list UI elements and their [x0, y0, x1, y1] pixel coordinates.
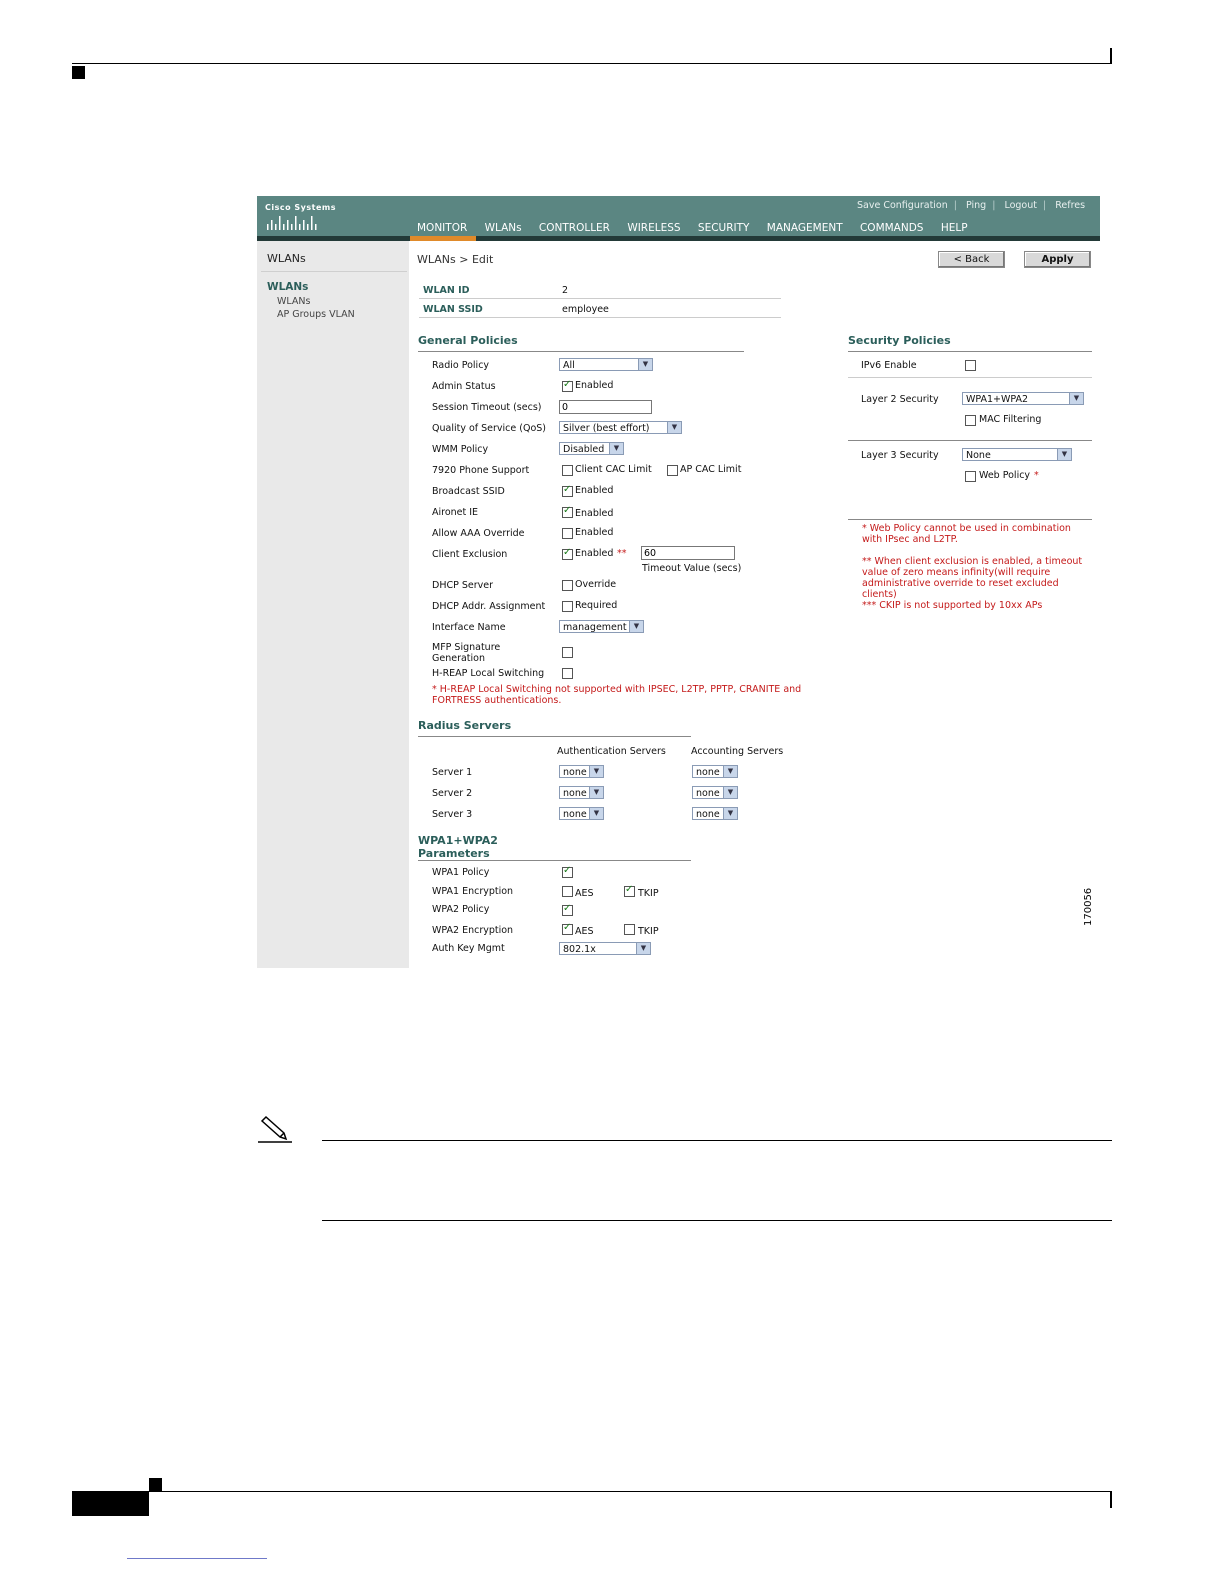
security-note-6: clients) — [862, 589, 897, 600]
server-1-auth-select[interactable] — [559, 765, 604, 778]
security-note-2: with IPsec and L2TP. — [862, 534, 958, 545]
nav-security[interactable]: SECURITY — [697, 222, 750, 234]
wpa2-aes-text: AES — [575, 926, 594, 937]
row-divider — [419, 317, 781, 318]
link-separator: | — [1042, 200, 1047, 211]
dhcp-override-checkbox[interactable] — [562, 580, 573, 591]
hreap-note-line1: * H-REAP Local Switching not supported with IPSEC, L2TP, PPTP, CRANITE and — [432, 684, 802, 695]
server-1-acct-value: none — [696, 767, 720, 778]
aironet-ie-label: Aironet IE — [432, 507, 479, 518]
radio-policy-select[interactable] — [559, 358, 653, 371]
nav-management[interactable]: MANAGEMENT — [766, 222, 843, 234]
chevron-down-icon: ▼ — [589, 787, 603, 798]
radius-servers-title: Radius Servers — [418, 719, 512, 732]
wpa2-encryption-label: WPA2 Encryption — [432, 925, 514, 936]
header-tick — [1110, 48, 1112, 64]
client-cac-text: Client CAC Limit — [575, 464, 652, 475]
client-cac-checkbox[interactable] — [562, 465, 573, 476]
ap-cac-checkbox[interactable] — [667, 465, 678, 476]
nav-controller[interactable]: CONTROLLER — [538, 222, 610, 234]
nav-wlans[interactable]: WLANs — [484, 222, 522, 234]
auth-key-mgmt-label: Auth Key Mgmt — [432, 943, 505, 954]
wpa2-aes-checkbox[interactable] — [562, 924, 573, 935]
server-2-label: Server 2 — [432, 788, 473, 799]
chevron-down-icon: ▼ — [636, 943, 650, 954]
hreap-note-line2: FORTRESS authentications. — [432, 695, 562, 706]
layer3-security-label: Layer 3 Security — [861, 450, 939, 461]
chevron-down-icon: ▼ — [1069, 393, 1083, 404]
admin-status-checkbox[interactable] — [562, 381, 573, 392]
footer-rule — [72, 1491, 1112, 1492]
sidebar-item-ap-groups-vlan[interactable]: AP Groups VLAN — [277, 309, 355, 320]
link-separator: | — [953, 200, 957, 211]
section-rule — [418, 736, 691, 737]
cisco-logo-icon — [265, 214, 323, 230]
wpa1-policy-checkbox[interactable] — [562, 867, 573, 878]
sidebar-divider — [261, 271, 407, 272]
wpa-title-line2: Parameters — [418, 847, 490, 860]
dhcp-assignment-label: DHCP Addr. Assignment — [432, 601, 546, 612]
top-links — [857, 200, 1091, 211]
exclusion-timeout-input[interactable]: 60 — [641, 546, 735, 560]
footer-page-block — [72, 1492, 149, 1516]
wlan-ssid-label: WLAN SSID — [423, 304, 483, 315]
server-1-acct-select[interactable] — [692, 765, 738, 778]
mfp-checkbox[interactable] — [562, 647, 573, 658]
server-3-label: Server 3 — [432, 809, 473, 820]
nav-help[interactable]: HELP — [940, 222, 968, 234]
mac-filtering-text: MAC Filtering — [979, 414, 1042, 425]
ping-link[interactable]: Ping — [966, 200, 987, 211]
sidebar — [257, 241, 409, 968]
server-1-label: Server 1 — [432, 767, 473, 778]
web-policy-footnote-mark: * — [1034, 470, 1039, 481]
dhcp-server-label: DHCP Server — [432, 580, 493, 591]
chevron-down-icon: ▼ — [723, 808, 737, 819]
client-exclusion-label: Client Exclusion — [432, 549, 508, 560]
chevron-down-icon: ▼ — [589, 808, 603, 819]
section-rule — [848, 377, 1092, 378]
wpa2-policy-checkbox[interactable] — [562, 905, 573, 916]
admin-status-text: Enabled — [575, 380, 614, 391]
wpa1-aes-checkbox[interactable] — [562, 886, 573, 897]
wpa1-encryption-label: WPA1 Encryption — [432, 886, 514, 897]
aironet-ie-checkbox[interactable] — [562, 507, 573, 518]
footer-tick — [1110, 1492, 1112, 1508]
interface-name-value: management — [563, 622, 627, 633]
radio-policy-label: Radio Policy — [432, 360, 490, 371]
qos-select[interactable] — [559, 421, 682, 434]
layer2-security-label: Layer 2 Security — [861, 394, 939, 405]
section-rule — [848, 519, 1092, 520]
section-rule — [848, 440, 1092, 441]
wlan-edit-screenshot — [257, 196, 1100, 968]
nav-commands[interactable]: COMMANDS — [859, 222, 924, 234]
active-nav-indicator — [410, 236, 476, 241]
security-note-5: administrative override to reset excluded — [862, 578, 1059, 589]
security-note-3: ** When client exclusion is enabled, a timeout — [862, 556, 1083, 567]
server-2-auth-select[interactable] — [559, 786, 604, 799]
broadcast-ssid-checkbox[interactable] — [562, 486, 573, 497]
breadcrumb: WLANs > Edit — [417, 253, 494, 266]
sidebar-group-wlans[interactable]: WLANs — [267, 281, 309, 293]
mfp-signature-label: MFP Signature — [432, 642, 501, 653]
qos-label: Quality of Service (QoS) — [432, 423, 547, 434]
nav-monitor[interactable]: MONITOR — [417, 222, 468, 234]
aironet-ie-text: Enabled — [575, 508, 614, 519]
server-3-auth-select[interactable] — [559, 807, 604, 820]
auth-key-mgmt-value: 802.1x — [563, 944, 596, 955]
session-timeout-label: Session Timeout (secs) — [432, 402, 542, 413]
sidebar-title: WLANs — [267, 252, 306, 265]
refresh-link[interactable]: Refres — [1055, 200, 1086, 211]
header-marker — [72, 66, 85, 79]
link-separator: | — [992, 200, 996, 211]
wmm-policy-select[interactable] — [559, 442, 624, 455]
security-note-4: value of zero means infinity(will require — [862, 567, 1051, 578]
main-nav — [417, 222, 982, 234]
security-policies-title: Security Policies — [848, 334, 951, 347]
wpa-title-line1: WPA1+WPA2 — [418, 834, 498, 847]
aaa-override-checkbox[interactable] — [562, 528, 573, 539]
ap-cac-text: AP CAC Limit — [680, 464, 742, 475]
admin-status-label: Admin Status — [432, 381, 496, 392]
security-note-1: * Web Policy cannot be used in combination — [862, 523, 1071, 534]
qos-value: Silver (best effort) — [563, 423, 650, 434]
security-note-7: *** CKIP is not supported by 10xx APs — [862, 600, 1043, 611]
mac-filtering-checkbox[interactable] — [965, 415, 976, 426]
wpa1-aes-text: AES — [575, 888, 594, 899]
client-exclusion-checkbox[interactable] — [562, 549, 573, 560]
apply-button[interactable]: Apply — [1024, 251, 1091, 268]
radio-policy-value: All — [563, 360, 575, 371]
server-3-auth-value: none — [563, 809, 587, 820]
dhcp-required-checkbox[interactable] — [562, 601, 573, 612]
server-1-auth-value: none — [563, 767, 587, 778]
wpa1-tkip-checkbox[interactable] — [624, 886, 635, 897]
layer2-security-select[interactable] — [962, 392, 1084, 405]
wpa2-tkip-text: TKIP — [638, 926, 659, 937]
wpa2-tkip-checkbox[interactable] — [624, 924, 635, 935]
dhcp-required-text: Required — [575, 600, 618, 611]
aaa-override-label: Allow AAA Override — [432, 528, 525, 539]
web-policy-text: Web Policy — [979, 470, 1031, 481]
session-timeout-input[interactable]: 0 — [559, 400, 652, 414]
auth-servers-header: Authentication Servers — [557, 746, 666, 757]
save-configuration-link[interactable]: Save Configuration — [857, 200, 948, 211]
section-rule — [848, 351, 1092, 352]
mfp-generation-label: Generation — [432, 653, 485, 664]
hreap-checkbox[interactable] — [562, 668, 573, 679]
broadcast-ssid-text: Enabled — [575, 485, 614, 496]
chevron-down-icon: ▼ — [638, 359, 652, 370]
wpa1-policy-label: WPA1 Policy — [432, 867, 490, 878]
web-policy-checkbox[interactable] — [965, 471, 976, 482]
server-3-acct-select[interactable] — [692, 807, 738, 820]
back-button[interactable]: < Back — [938, 251, 1005, 268]
aaa-override-text: Enabled — [575, 527, 614, 538]
figure-id: 170056 — [1083, 887, 1094, 926]
chevron-down-icon: ▼ — [589, 766, 603, 777]
section-rule — [418, 860, 691, 861]
exclusion-timeout-label: Timeout Value (secs) — [642, 563, 742, 574]
layer3-security-select[interactable] — [962, 448, 1072, 461]
dhcp-override-text: Override — [575, 579, 617, 590]
wpa2-policy-label: WPA2 Policy — [432, 904, 490, 915]
acct-servers-header: Accounting Servers — [691, 746, 784, 757]
server-2-auth-value: none — [563, 788, 587, 799]
footer-link-underline[interactable] — [127, 1558, 267, 1559]
section-rule — [418, 351, 744, 352]
footer-marker — [149, 1478, 162, 1491]
ipv6-enable-checkbox[interactable] — [965, 360, 976, 371]
phone-support-label: 7920 Phone Support — [432, 465, 530, 476]
wmm-policy-value: Disabled — [563, 444, 605, 455]
server-2-acct-select[interactable] — [692, 786, 738, 799]
client-exclusion-text: Enabled — [575, 548, 614, 559]
chevron-down-icon: ▼ — [723, 787, 737, 798]
header-rule — [72, 63, 1112, 64]
chevron-down-icon: ▼ — [723, 766, 737, 777]
layer2-security-value: WPA1+WPA2 — [966, 394, 1029, 405]
broadcast-ssid-label: Broadcast SSID — [432, 486, 505, 497]
interface-name-select[interactable] — [559, 620, 644, 633]
server-2-acct-value: none — [696, 788, 720, 799]
hreap-label: H-REAP Local Switching — [432, 668, 545, 679]
nav-wireless[interactable]: WIRELESS — [627, 222, 681, 234]
interface-name-label: Interface Name — [432, 622, 506, 633]
chevron-down-icon: ▼ — [629, 621, 643, 632]
chevron-down-icon: ▼ — [1057, 449, 1071, 460]
layer3-security-value: None — [966, 450, 991, 461]
client-exclusion-footnote-mark: ** — [617, 548, 627, 559]
wmm-policy-label: WMM Policy — [432, 444, 489, 455]
logout-link[interactable]: Logout — [1004, 200, 1037, 211]
auth-key-mgmt-select[interactable] — [559, 942, 651, 955]
chevron-down-icon: ▼ — [609, 443, 623, 454]
wlan-id-label: WLAN ID — [423, 285, 470, 296]
row-divider — [419, 298, 781, 299]
wlan-ssid-value: employee — [562, 304, 609, 315]
sidebar-item-wlans[interactable]: WLANs — [277, 296, 311, 307]
pencil-note-icon — [258, 1115, 292, 1143]
wlan-id-value: 2 — [562, 285, 569, 296]
wpa1-tkip-text: TKIP — [638, 888, 659, 899]
general-policies-title: General Policies — [418, 334, 518, 347]
ipv6-enable-label: IPv6 Enable — [861, 360, 917, 371]
cisco-logo: Cisco Systems — [265, 203, 336, 212]
server-3-acct-value: none — [696, 809, 720, 820]
chevron-down-icon: ▼ — [667, 422, 681, 433]
note-bottom-rule — [322, 1220, 1112, 1221]
note-top-rule — [322, 1140, 1112, 1141]
